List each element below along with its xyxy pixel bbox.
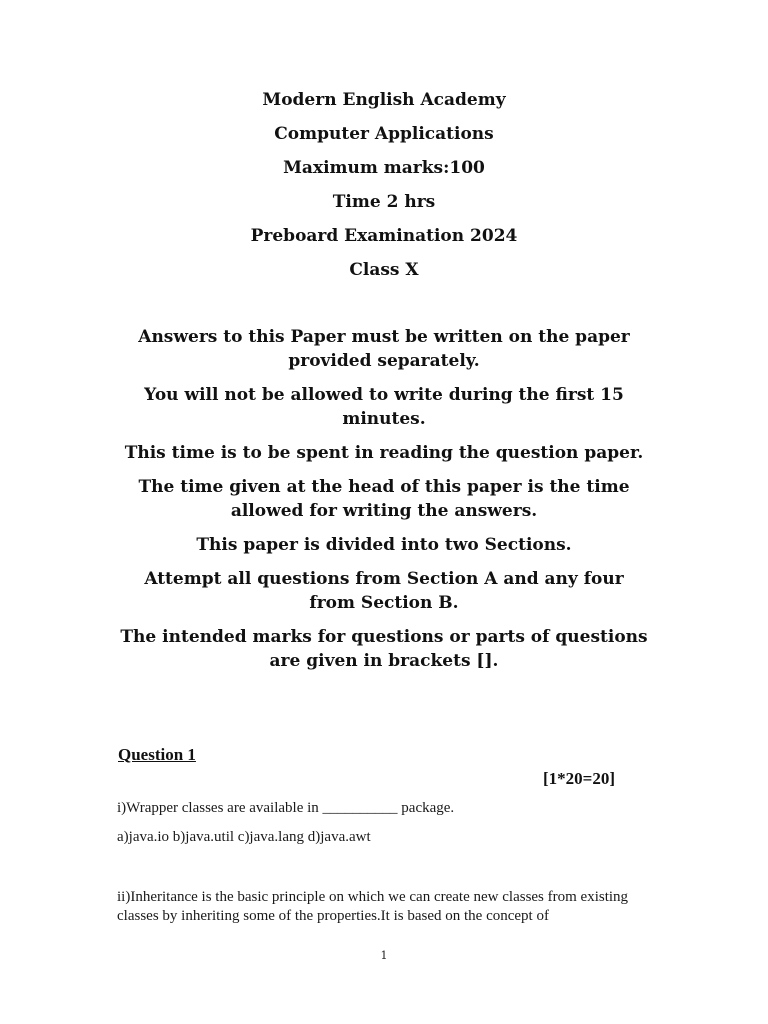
class-label: Class X [349,260,419,280]
instruction-line: Attempt all questions from Section A and any four from Section B. [144,569,624,613]
instruction-line: The intended marks for questions or parts of questions are given in brackets []. [120,627,648,671]
question-options: a)java.io b)java.util c)java.lang d)java.awt [117,829,371,845]
exam-name: Preboard Examination 2024 [250,226,518,246]
question-heading: Question 1 [118,745,196,764]
paper-header [0,83,768,287]
school-name: Modern English Academy [262,90,506,110]
question-text: ii)Inheritance is the basic principle on which we can create new classes from existing classes by inheriting some of the properties.It is based on the concept of [117,889,629,924]
instruction-line: This paper is divided into two Sections. [196,535,572,555]
page-number: 1 [380,949,388,962]
instructions-block [120,325,648,683]
question-text: i)Wrapper classes are available in __________ package. [117,800,455,816]
time-allowed: Time 2 hrs [332,192,436,212]
instruction-line: This time is to be spent in reading the question paper. [124,443,644,463]
subject-title: Computer Applications [274,124,494,144]
instruction-line: Answers to this Paper must be written on the paper provided separately. [138,327,630,371]
instruction-line: You will not be allowed to write during the first 15 minutes. [144,385,624,429]
instruction-line: The time given at the head of this paper is the time allowed for writing the answers. [138,477,630,521]
maximum-marks: Maximum marks:100 [283,158,485,178]
question-marks: [1*20=20] [543,769,616,788]
